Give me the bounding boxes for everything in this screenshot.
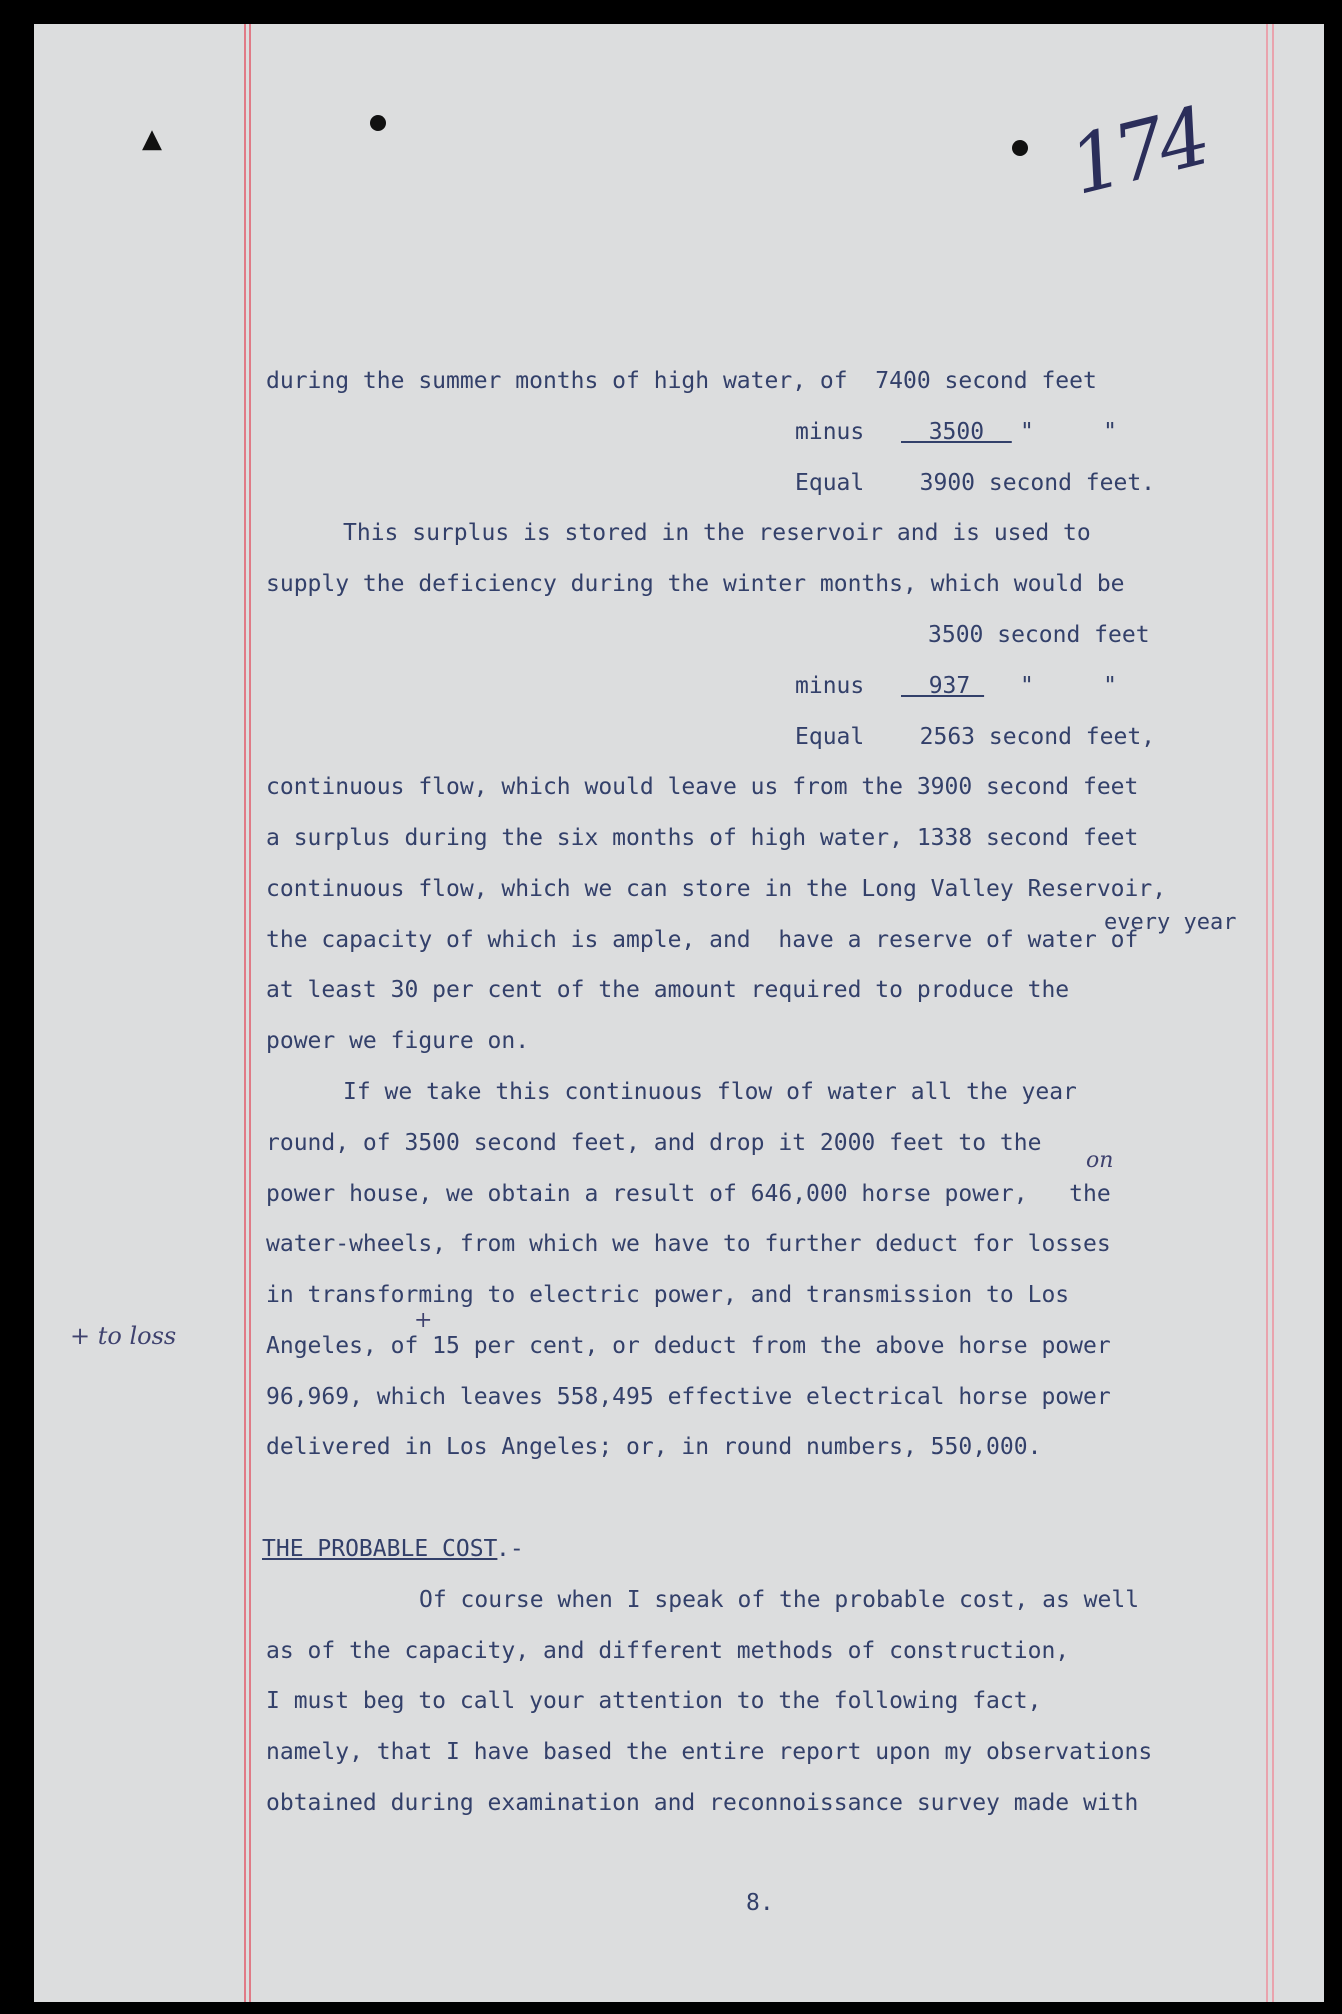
line-6: 3500 second feet: [928, 622, 1150, 648]
line-10: a surplus during the six months of high water, 1338 second feet: [266, 825, 1139, 851]
line-5: supply the deficiency during the winter months, which would be: [266, 571, 1125, 597]
punch-hole-right: [1012, 140, 1028, 156]
line-18: water-wheels, from which we have to further deduct for losses: [266, 1231, 1111, 1257]
line-26: I must beg to call your attention to the following fact,: [266, 1688, 1042, 1714]
left-margin-rule: [244, 24, 246, 2002]
page-number: 8.: [746, 1890, 774, 1916]
right-margin-rule: [1266, 24, 1268, 2002]
line-24: Of course when I speak of the probable cost, as well: [419, 1587, 1140, 1613]
line-20: Angeles, of 15 per cent, or deduct from the above horse power: [266, 1333, 1111, 1359]
left-margin-rule-inner: [249, 24, 251, 2002]
line-15: If we take this continuous flow of water all the year: [343, 1079, 1077, 1105]
line-14: power we figure on.: [266, 1028, 530, 1054]
line-13: at least 30 per cent of the amount required to produce the: [266, 977, 1070, 1003]
line-2-ditto: " ": [1020, 419, 1117, 445]
line-1: during the summer months of high water, of 7400 second feet: [266, 368, 1097, 394]
line-2-minus: minus: [795, 419, 865, 445]
line-7-ditto: " ": [1020, 673, 1117, 699]
line-16: round, of 3500 second feet, and drop it 2000 feet to the: [266, 1130, 1042, 1156]
line-27: namely, that I have based the entire report upon my observations: [266, 1739, 1153, 1765]
section-heading-suffix: .-: [496, 1536, 524, 1562]
line-28: obtained during examination and reconnoissance survey made with: [266, 1790, 1139, 1816]
line-2-value: 3500: [901, 419, 1012, 445]
line-11-insert: every year: [1104, 910, 1237, 935]
line-7-minus: minus: [795, 673, 865, 699]
margin-note: + to loss: [70, 1322, 177, 1350]
line-7-value: 937: [901, 673, 985, 699]
line-19: in transforming to electric power, and transmission to Los: [266, 1282, 1070, 1308]
line-8: Equal 2563 second feet,: [795, 724, 1156, 750]
arrow-mark-icon: ▲: [142, 124, 162, 154]
right-margin-rule-inner: [1272, 24, 1274, 2002]
line-4: This surplus is stored in the reservoir and is used to: [343, 520, 1091, 546]
handwritten-page-mark: 174: [1060, 90, 1214, 213]
line-19-insert: +: [414, 1308, 433, 1333]
line-9: continuous flow, which would leave us from the 3900 second feet: [266, 774, 1139, 800]
line-25: as of the capacity, and different methods of construction,: [266, 1638, 1070, 1664]
line-22: delivered in Los Angeles; or, in round numbers, 550,000.: [266, 1434, 1042, 1460]
line-12: the capacity of which is ample, and have a reserve of water of: [266, 927, 1139, 953]
line-17: power house, we obtain a result of 646,000 horse power, the: [266, 1181, 1111, 1207]
line-11: continuous flow, which we can store in the Long Valley Reservoir,: [266, 876, 1167, 902]
section-heading: THE PROBABLE COST: [262, 1536, 498, 1562]
punch-hole-left: [370, 115, 386, 131]
line-16-insert: on: [1086, 1148, 1114, 1173]
line-3: Equal 3900 second feet.: [795, 470, 1156, 496]
line-21: 96,969, which leaves 558,495 effective electrical horse power: [266, 1384, 1111, 1410]
